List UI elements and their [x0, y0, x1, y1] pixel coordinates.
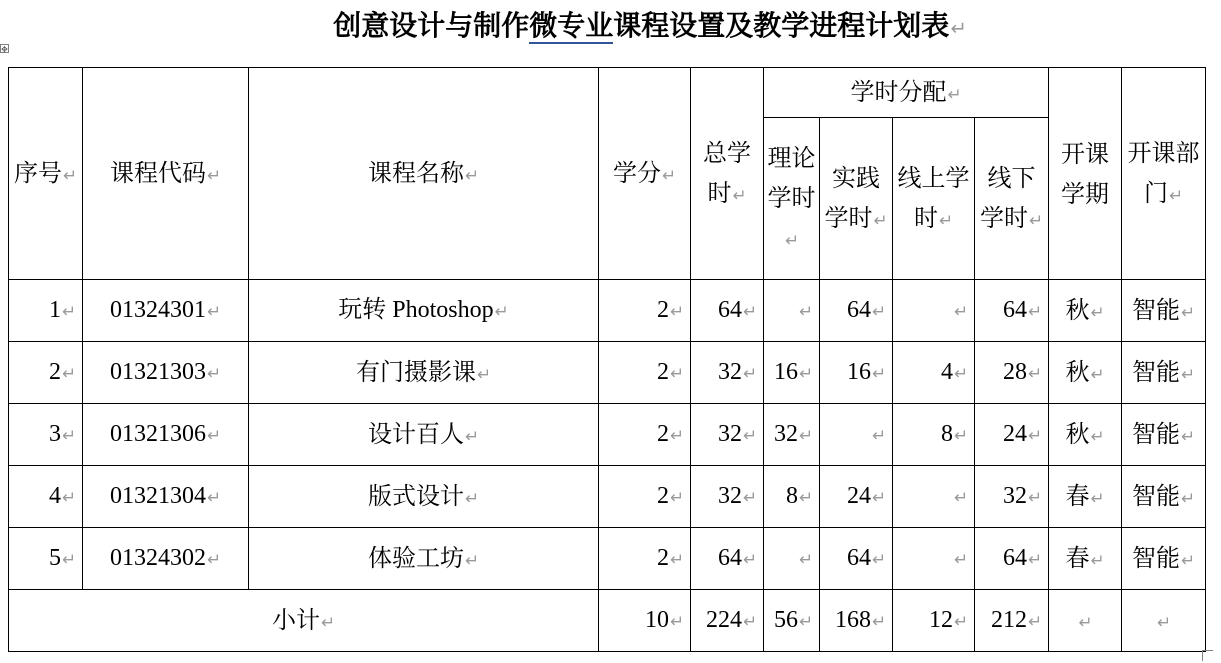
cell-subtotal-credits: 10↵ [599, 590, 691, 652]
cell-credits: 2↵ [599, 528, 691, 590]
subtotal-row [9, 590, 1206, 652]
cell-subtotal-total: 224↵ [691, 590, 764, 652]
cell-mark-icon: ↵ [873, 209, 888, 230]
cell-index: 5↵ [9, 528, 83, 590]
cell-subtotal-semester: ↵ [1049, 590, 1122, 652]
title-part-2: 课程设置及教学进程计划表 [613, 9, 950, 42]
cell-department: 智能↵ [1122, 342, 1206, 404]
cell-subtotal-label: 小计↵ [9, 590, 599, 652]
cell-name: 有门摄影课↵ [249, 342, 599, 404]
cell-theory: 8↵ [764, 466, 820, 528]
cell-index: 4↵ [9, 466, 83, 528]
title-part-underlined: 微专业 [529, 9, 614, 42]
header-online-hours: 线上学时↵ [893, 118, 975, 280]
cell-practice: 16↵ [820, 342, 893, 404]
header-department: 开课部门↵ [1122, 68, 1206, 280]
cell-total: 32↵ [691, 342, 764, 404]
cell-practice: 24↵ [820, 466, 893, 528]
cell-theory: ↵ [764, 280, 820, 342]
cell-online: 4↵ [893, 342, 975, 404]
cell-code: 01324302↵ [83, 528, 249, 590]
table-row [9, 404, 1206, 466]
table-body [9, 280, 1206, 652]
cell-online: ↵ [893, 466, 975, 528]
cell-semester: 春↵ [1049, 466, 1122, 528]
cell-code: 01324301↵ [83, 280, 249, 342]
cell-index: 1↵ [9, 280, 83, 342]
header-semester: 开课学期 [1049, 68, 1122, 280]
header-hour-allocation: 学时分配↵ [764, 68, 1049, 118]
cell-credits: 2↵ [599, 404, 691, 466]
cell-mark-icon: ↵ [1168, 184, 1184, 205]
table-row [9, 528, 1206, 590]
header-course-name: 课程名称↵ [249, 68, 599, 280]
cell-offline: 28↵ [975, 342, 1049, 404]
cell-semester: 秋↵ [1049, 342, 1122, 404]
cell-subtotal-department: ↵ [1122, 590, 1206, 652]
cell-mark-icon: ↵ [464, 164, 480, 185]
cell-total: 32↵ [691, 466, 764, 528]
cell-subtotal-practice: 168↵ [820, 590, 893, 652]
cell-index: 2↵ [9, 342, 83, 404]
cell-online: ↵ [893, 528, 975, 590]
cell-credits: 2↵ [599, 342, 691, 404]
cell-online: 8↵ [893, 404, 975, 466]
cell-credits: 2↵ [599, 466, 691, 528]
table-row [9, 280, 1206, 342]
cell-credits: 2↵ [599, 280, 691, 342]
cell-subtotal-offline: 212↵ [975, 590, 1049, 652]
cell-mark-icon: ↵ [784, 229, 800, 250]
cell-theory: 32↵ [764, 404, 820, 466]
header-offline-hours: 线下学时↵ [975, 118, 1049, 280]
table-row [9, 466, 1206, 528]
cell-total: 64↵ [691, 528, 764, 590]
cell-code: 01321304↵ [83, 466, 249, 528]
header-index: 序号↵ [9, 68, 83, 280]
cell-offline: 32↵ [975, 466, 1049, 528]
title-part-1: 创意设计与制作 [333, 9, 530, 42]
header-theory-hours: 理论学时↵ [764, 118, 820, 280]
cell-mark-icon: ↵ [1028, 209, 1044, 230]
cell-department: 智能↵ [1122, 280, 1206, 342]
course-table [8, 67, 1206, 652]
cell-semester: 秋↵ [1049, 404, 1122, 466]
table-row [9, 342, 1206, 404]
paragraph-mark-icon: ↵ [950, 17, 967, 40]
cell-department: 智能↵ [1122, 404, 1206, 466]
cell-mark-icon: ↵ [62, 164, 78, 185]
cell-semester: 秋↵ [1049, 280, 1122, 342]
page-title [0, 6, 1221, 49]
cell-mark-icon: ↵ [947, 83, 962, 104]
cell-theory: 16↵ [764, 342, 820, 404]
cell-code: 01321303↵ [83, 342, 249, 404]
cell-name: 版式设计↵ [249, 466, 599, 528]
header-course-code: 课程代码↵ [83, 68, 249, 280]
cell-total: 32↵ [691, 404, 764, 466]
cell-name: 体验工坊↵ [249, 528, 599, 590]
table-resize-handle-icon[interactable] [1202, 650, 1213, 661]
cell-mark-icon: ↵ [206, 164, 222, 185]
header-practice-hours: 实践学时↵ [820, 118, 893, 280]
cell-practice: 64↵ [820, 280, 893, 342]
cell-mark-icon: ↵ [938, 209, 954, 230]
cell-offline: 64↵ [975, 528, 1049, 590]
header-total-hours: 总学时↵ [691, 68, 764, 280]
cell-subtotal-theory: 56↵ [764, 590, 820, 652]
table-move-handle-icon[interactable]: ✥ [1, 45, 8, 54]
cell-subtotal-online: 12↵ [893, 590, 975, 652]
cell-total: 64↵ [691, 280, 764, 342]
cell-mark-icon: ↵ [661, 164, 677, 185]
cell-practice: 64↵ [820, 528, 893, 590]
cell-name: 设计百人↵ [249, 404, 599, 466]
cell-department: 智能↵ [1122, 528, 1206, 590]
cell-practice: ↵ [820, 404, 893, 466]
header-credits: 学分↵ [599, 68, 691, 280]
cell-name: 玩转 Photoshop↵ [249, 280, 599, 342]
cell-offline: 24↵ [975, 404, 1049, 466]
cell-mark-icon: ↵ [732, 184, 747, 205]
cell-department: 智能↵ [1122, 466, 1206, 528]
cell-code: 01321306↵ [83, 404, 249, 466]
cell-offline: 64↵ [975, 280, 1049, 342]
cell-semester: 春↵ [1049, 528, 1122, 590]
cell-online: ↵ [893, 280, 975, 342]
cell-theory: ↵ [764, 528, 820, 590]
cell-index: 3↵ [9, 404, 83, 466]
